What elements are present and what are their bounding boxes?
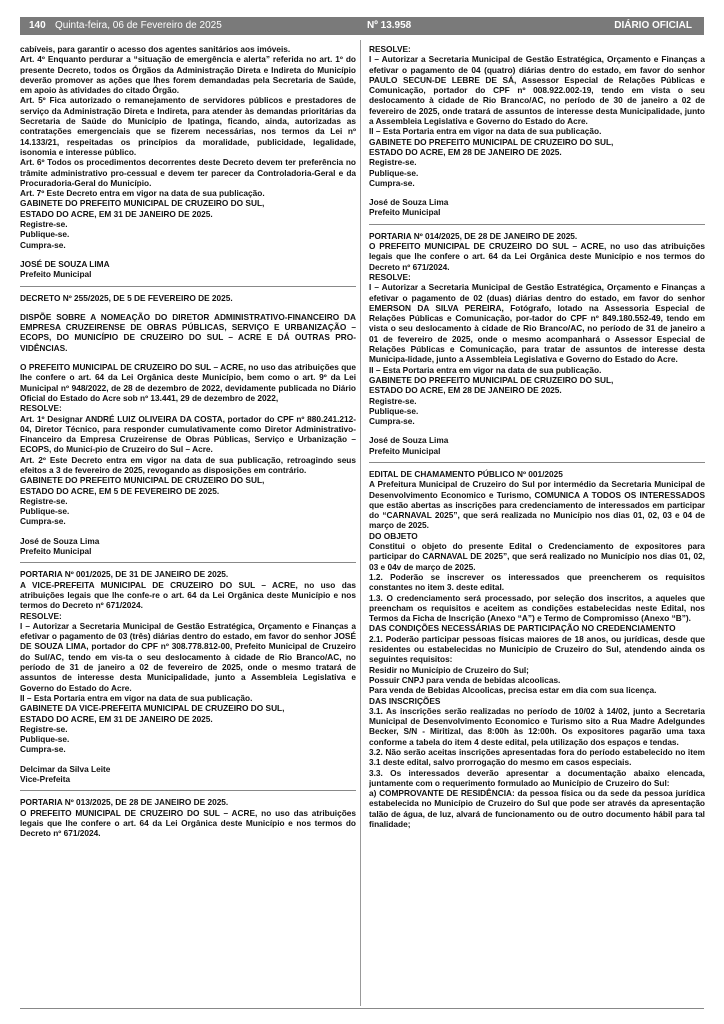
portaria-001 bbox=[20, 569, 356, 791]
decree-255-body bbox=[20, 362, 356, 527]
text-line: Prefeito Municipal bbox=[20, 546, 92, 557]
text-line: Art. 6º Todos os procedimentos decorrentes deste Decreto devem ter preferência no trâmite administrativo pro-cessual e devem ter parecer da Controladoria-Geral e da Procuradoria-Geral do Município. bbox=[20, 157, 356, 188]
text-line: Publique-se. bbox=[20, 734, 70, 745]
text-line: Publique-se. bbox=[20, 506, 70, 517]
edital-001 bbox=[369, 469, 705, 835]
text-line: A VICE-PREFEITA MUNICIPAL DE CRUZEIRO DO SUL – ACRE, no uso das atribuições legais que lhe confe-re o art. 64 da Lei Orgânica deste Município e nos termos do Decreto nº 671/2024. bbox=[20, 579, 356, 611]
text-line: 1.3. O credenciamento será processado, por seleção dos inscritos, a aqueles que preencham os requisitos e aceitem as condições estabelecidas neste Edital, nos Termos da Ficha de Inscrição (Anexo “A”) e Termo de Compromisso (Anexo “B”). bbox=[369, 592, 705, 624]
text-line: O PREFEITO MUNICIPAL DE CRUZEIRO DO SUL – ACRE, no uso das atribuições legais que lhe confere o art. 64 da Lei Orgânica deste Município e nos termos do Decreto nº 671/2024. bbox=[20, 807, 356, 839]
text-line: DAS INSCRIÇÕES bbox=[369, 695, 441, 706]
portaria-014-body bbox=[369, 231, 705, 427]
text-line: Delcimar da Silva Leite bbox=[20, 763, 111, 774]
text-line: José de Souza Lima bbox=[20, 535, 100, 546]
text-line: GABINETE DO PREFEITO MUNICIPAL DE CRUZEIRO DO SUL, bbox=[369, 136, 614, 147]
text-line: GABINETE DO PREFEITO MUNICIPAL DE CRUZEIRO DO SUL, bbox=[20, 475, 265, 486]
text-line: Residir no Município de Cruzeiro do Sul; bbox=[369, 664, 529, 675]
text-line: II – Esta Portaria entra em vigor na data de sua publicação. bbox=[369, 126, 602, 137]
text-line: Art. 4º Enquanto perdurar a “situação de emergência e alerta” referida no art. 1º do presente Decreto, todos os Órgãos da Administração Direta e Indireta do Município deverão promover as ações que lhes forem demandadas pela Secretaria de Saúde, em apoio às atividades do citado Órgão. bbox=[20, 54, 356, 96]
text-line: II – Esta Portaria entra em vigor na data de sua publicação. bbox=[20, 692, 253, 703]
text-line: 3.1. As inscrições serão realizadas no período de 10/02 à 14/02, junto a Secretaria Municipal de Desenvolvimento Economico e Turismo sito a Rua Madre Adelgundes Becker, S/N - Miritizal, das 8:00h às 12:00h. Os expositores pagarão uma taxa conforme a tabela do item 4 deste edital, pela utilização dos espaços e tendas. bbox=[369, 705, 705, 747]
text-line: ESTADO DO ACRE, EM 31 DE JANEIRO DE 2025. bbox=[20, 208, 213, 219]
text-line: Registre-se. bbox=[20, 495, 68, 506]
text-line: a) COMPROVANTE DE RESIDÊNCIA: da pessoa física ou da sede da pessoa jurídica estabelecida no Município de Cruzeiro do Sul que pode ser através da apresentação talão de água, de luz, alvará de funcionamento ou de outro documento hábil para tal finalidade; bbox=[369, 788, 705, 830]
text-line: Constitui o objeto do presente Edital o Credenciamento de expositores para participar do CARNAVAL DE 2025”, que será realizado no Município nos dias 01, 02, 03 e 04v de março de 2025. bbox=[369, 541, 705, 572]
text-line: Registre-se. bbox=[369, 395, 417, 406]
text-line: 2.1. Poderão participar pessoas físicas maiores de 18 anos, ou jurídicas, desde que residentes ou estabelecidas no Município de Cruzeiro do Sul, atendendo ainda os seguintes requisitos: bbox=[369, 633, 705, 665]
footer-rule bbox=[20, 1008, 704, 1009]
text-line: I – Autorizar a Secretaria Municipal de Gestão Estratégica, Orçamento e Finanças a efetivar o pagamento de 03 (três) diárias dentro do estado, em favor do senhor JOSÉ DE SOUZA LIMA, portador do CPF nº 308.778.812-00, Prefeito Municipal de Cruzeiro do Sul/AC, tendo em vis-ta o seu deslocamento à cidade de Rio Branco/AC, no período de 31 de janeiro a 02 de fevereiro de 2025, onde o mesmo tratará de assuntos de interesse desta Municipalidade, junto a Assembleia Legislativa e Governo do Estado do Acre. bbox=[20, 620, 356, 693]
decree-255-signature bbox=[20, 536, 356, 557]
right-column bbox=[369, 44, 705, 1004]
text-line: Cumpra-se. bbox=[20, 239, 66, 250]
decree-continuation bbox=[20, 44, 356, 287]
portaria-013-signature bbox=[369, 197, 705, 218]
text-line: José de Souza Lima bbox=[369, 435, 449, 446]
text-line: I – Autorizar a Secretaria Municipal de Gestão Estratégica, Orçamento e Finanças a efetivar o pagamento de 02 (duas) diárias dentro do estado, em favor do senhor EMERSON DA SILVA PEREIRA, Fotógrafo, lotado na Assessoria Especial de Relações Públicas e Comunicação, por-tador do CPF nº 849.180.552-49, tendo em vista o seu deslocamento à cidade de Rio Branco/AC, no período de 31 de janeiro a 01 de fevereiro de 2025, onde o mesmo acompanhará o Assessor Especial de Relações Públicas e Comunicação, para tratar de assuntos de interesse desta Municipa-lidade, junto a Assembleia Legislativa e Governo do Estado do Acre. bbox=[369, 282, 705, 365]
text-line: GABINETE DO PREFEITO MUNICIPAL DE CRUZEIRO DO SUL, bbox=[20, 198, 265, 209]
text-line: RESOLVE: bbox=[20, 610, 62, 621]
text-line: Art. 5º Fica autorizado o remanejamento de servidores públicos e prestadores de serviço da Administração Direta e Indireta, para atender às demandas prioritárias da Secretaria de Saúde do Município de Ipatinga, ficando, ainda, autorizadas as contratações emergenciais que se fizerem necessárias, nos termos da Lei nº 14.133/21, respeitadas os princípios da moralidade, publicidade, legalidade, isonomia e interesse público. bbox=[20, 95, 356, 157]
left-column bbox=[20, 44, 356, 1004]
text-line: José de Souza Lima bbox=[369, 197, 449, 208]
text-line: JOSÉ DE SOUZA LIMA bbox=[20, 258, 110, 269]
text-line: Vice-Prefeita bbox=[20, 774, 71, 784]
text-line: PORTARIA Nº 013/2025, DE 28 DE JANEIRO DE 2025. bbox=[20, 797, 229, 808]
portaria-001-signature bbox=[20, 764, 356, 785]
text-line: Possuir CNPJ para venda de bebidas alcoolicas. bbox=[369, 674, 561, 685]
text-line: A Prefeitura Municipal de Cruzeiro do Sul por intermédio da Secretaria Municipal de Desenvolvimento Economico e Turismo, COMUNICA A TODOS OS INTERESSADOS que estão abertas as inscrições para credenciamento de interessados em participar do “CARNAVAL 2025”, que será realizada no Município nos dias 01, 02, 03 e 04 de março de 2025. bbox=[369, 479, 705, 531]
edital-001-body bbox=[369, 469, 705, 829]
text-line: O PREFEITO MUNICIPAL DE CRUZEIRO DO SUL – ACRE, no uso das atribuições legais que lhe confere o art. 64 da Lei Orgânica deste Município e nos termos do Decreto nº 671/2024. bbox=[369, 241, 705, 272]
text-line: 1.2. Poderão se inscrever os interessados que preencherem os requisitos constantes no item 3. deste edital. bbox=[369, 571, 705, 593]
text-line: II – Esta Portaria entra em vigor na data de sua publicação. bbox=[369, 364, 602, 375]
text-line: DAS CONDIÇÕES NECESSÁRIAS DE PARTICIPAÇÃO NO CREDENCIAMENTO bbox=[369, 623, 676, 634]
text-line: Registre-se. bbox=[20, 219, 68, 230]
text-line: GABINETE DA VICE-PREFEITA MUNICIPAL DE CRUZEIRO DO SUL, bbox=[20, 703, 285, 714]
decree-continuation-text bbox=[20, 44, 356, 250]
decree-255 bbox=[20, 293, 356, 564]
portaria-013 bbox=[20, 797, 356, 844]
text-line: RESOLVE: bbox=[20, 403, 62, 414]
decree-255-title: DECRETO Nº 255/2025, DE 5 DE FEVEREIRO DE 2025. bbox=[20, 292, 233, 303]
text-line: ESTADO DO ACRE, EM 31 DE JANEIRO DE 2025. bbox=[20, 713, 213, 724]
column-divider bbox=[360, 40, 361, 1006]
text-line: Prefeito Municipal bbox=[369, 445, 441, 456]
text-line: Para venda de Bebidas Alcoolicas, precisa estar em dia com sua licença. bbox=[369, 685, 657, 696]
text-line: 3.3. Os interessados deverão apresentar a documentação abaixo elencada, juntamente com o requerimento formulado ao Município de Cruzeiro do Sul: bbox=[369, 767, 705, 788]
portaria-013-continuation-text bbox=[369, 44, 705, 188]
text-line: Art. 1º Designar ANDRÉ LUIZ OLIVEIRA DA COSTA, portador do CPF nº 880.241.212-04, Diretor Técnico, para responder cumulativamente como Diretor Administrativo-Financeiro da Empresa Cruzeirense de Obras Públicas, Serviço e Urbanização – ECOPS, do Municí-pio de Cruzeiro do Sul – Acre. bbox=[20, 413, 356, 455]
text-line: Art. 7º Este Decreto entra em vigor na data de sua publicação. bbox=[20, 188, 265, 199]
text-line: PORTARIA Nº 014/2025, DE 28 DE JANEIRO DE 2025. bbox=[369, 230, 578, 241]
portaria-013-body bbox=[20, 797, 356, 838]
text-line: GABINETE DO PREFEITO MUNICIPAL DE CRUZEIRO DO SUL, bbox=[369, 374, 614, 385]
text-line: Registre-se. bbox=[20, 723, 68, 734]
text-line: EDITAL DE CHAMAMENTO PÚBLICO Nº 001/2025 bbox=[369, 468, 563, 479]
text-line: Registre-se. bbox=[369, 157, 417, 168]
text-line: Cumpra-se. bbox=[20, 744, 66, 755]
text-line: DO OBJETO bbox=[369, 530, 418, 541]
text-line: Publique-se. bbox=[369, 167, 419, 178]
portaria-001-body bbox=[20, 569, 356, 754]
edition-number: Nº 13.958 bbox=[367, 20, 412, 31]
text-line: I – Autorizar a Secretaria Municipal de Gestão Estratégica, Orçamento e Finanças a efetivar o pagamento de 04 (quatro) diárias dentro do estado, em favor do senhor PAULO SECUN-DE LEBRE DE SÁ, Assessor Especial de Relações Públicas e Comunicação, portador do CPF nº 008.922.002-19, tendo em vista o seu deslocamento à cidade de Rio Branco/AC, no período de 30 de janeiro a 02 de fevereiro de 2025, onde tratará de assuntos de interesse desta Municipalidade, junto a Assembleia Legislativa e Governo do Estado do Acre. bbox=[369, 54, 705, 127]
portaria-014 bbox=[369, 231, 705, 463]
text-line: Cumpra-se. bbox=[369, 177, 415, 188]
text-line: ESTADO DO ACRE, EM 28 DE JANEIRO DE 2025. bbox=[369, 146, 562, 157]
text-line: Publique-se. bbox=[369, 405, 419, 416]
page-header bbox=[20, 17, 704, 35]
portaria-014-signature bbox=[369, 435, 705, 456]
page-number: 140 bbox=[29, 20, 46, 31]
text-line: RESOLVE: bbox=[369, 44, 411, 54]
text-line: Prefeito Municipal bbox=[369, 207, 441, 218]
text-line: O PREFEITO MUNICIPAL DE CRUZEIRO DO SUL – ACRE, no uso das atribuições que lhe confere o art. 64 da Lei Orgânica deste Município, bem como o art. 9º da Lei Municipal nº 948/2022, de 28 de dezembro de 2022, devidamente publicada no Diário Oficial do Estado do Acre sob nº 13.441, 29 de dezembro de 2022, bbox=[20, 362, 356, 403]
publication-title: DIÁRIO OFICIAL bbox=[614, 20, 692, 31]
text-line: ESTADO DO ACRE, EM 5 DE FEVEREIRO DE 2025. bbox=[20, 485, 220, 496]
text-line: RESOLVE: bbox=[369, 271, 411, 282]
text-line: ESTADO DO ACRE, EM 28 DE JANEIRO DE 2025. bbox=[369, 385, 562, 396]
header-date: Quinta-feira, 06 de Fevereiro de 2025 bbox=[55, 20, 222, 31]
portaria-013-continuation bbox=[369, 44, 705, 225]
text-line: Cumpra-se. bbox=[20, 516, 66, 527]
text-line: Cumpra-se. bbox=[369, 416, 415, 427]
text-line: Prefeito Municipal bbox=[20, 269, 92, 280]
text-line: Publique-se. bbox=[20, 229, 70, 240]
decree-255-ementa: DISPÕE SOBRE A NOMEAÇÃO DO DIRETOR ADMINISTRATIVO-FINANCEIRO DA EMPRESA CRUZEIRENSE DE OBRAS PÚBLICAS, SERVIÇO E URBANIZAÇÃO – ECOPS, DO MUNICÍPIO DE CRUZEIRO DO SUL – ACRE E DÁ OUTRAS PRO-VIDÊNCIAS. bbox=[20, 311, 356, 353]
decree-continuation-signature bbox=[20, 259, 356, 280]
text-line: PORTARIA Nº 001/2025, DE 31 DE JANEIRO DE 2025. bbox=[20, 569, 229, 580]
text-line: cabíveis, para garantir o acesso dos agentes sanitários aos imóveis. bbox=[20, 44, 291, 54]
text-line: Art. 2º Este Decreto entra em vigor na data de sua publicação, retroagindo seus efeitos a 3 de fevereiro de 2025, revogando as disposições em contrário. bbox=[20, 454, 356, 475]
text-line: 3.2. Não serão aceitas inscrições apresentadas fora do período estabelecido no item 3.1 deste edital, salvo prorrogação do mesmo em casos especiais. bbox=[369, 747, 705, 768]
